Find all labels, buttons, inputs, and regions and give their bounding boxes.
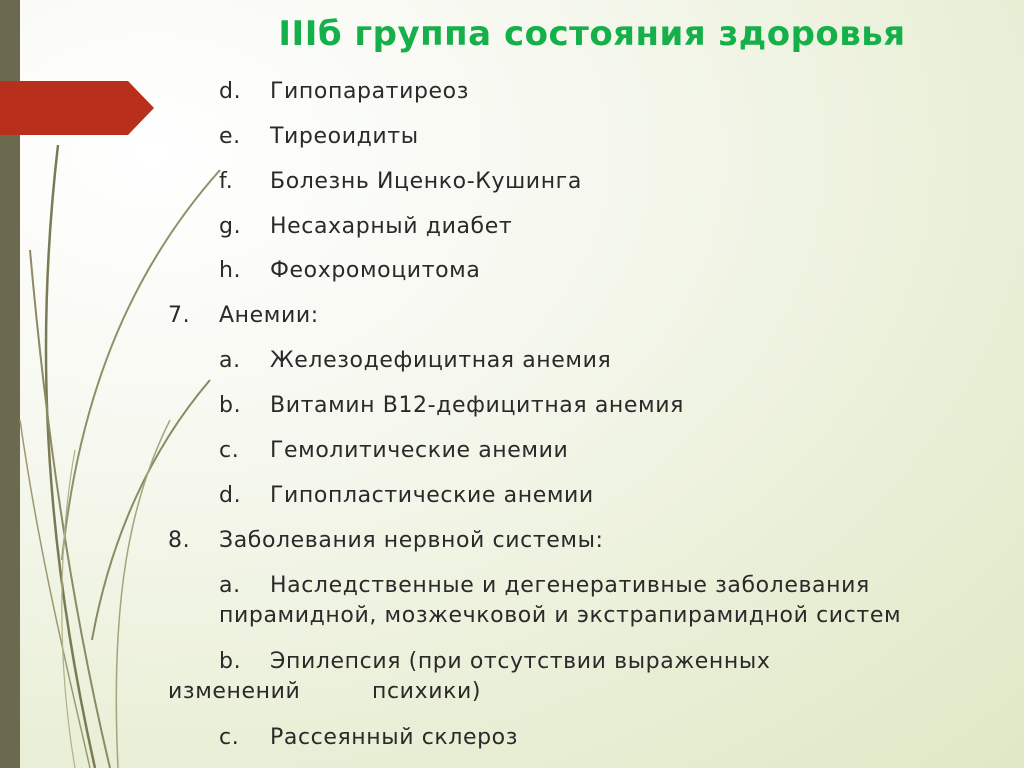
list-marker: h. <box>219 258 242 283</box>
list-text: психики) <box>372 679 482 704</box>
list-text: пирамидной, мозжечковой и экстрапирамидной систем <box>219 603 902 628</box>
list-marker: d. <box>219 483 242 508</box>
list-text: Рассеянный склероз <box>270 725 519 750</box>
list-marker: a. <box>219 348 241 373</box>
list-marker: b. <box>219 649 242 674</box>
list-text: Болезнь Иценко-Кушинга <box>270 169 582 194</box>
list-text: Железодефицитная анемия <box>270 348 612 373</box>
list-marker: f. <box>219 169 234 194</box>
list-marker: 7. <box>168 303 191 328</box>
list-text: Витамин В12-дефицитная анемия <box>270 393 684 418</box>
list-marker: c. <box>219 438 240 463</box>
list-text: Несахарный диабет <box>270 214 513 239</box>
list-marker: g. <box>219 214 242 239</box>
list-marker: d. <box>219 79 242 104</box>
list-marker: 8. <box>168 528 191 553</box>
list-text: Гемолитические анемии <box>270 438 569 463</box>
list-text: Гипопластические анемии <box>270 483 594 508</box>
list-marker: a. <box>219 573 241 598</box>
list-text: Анемии: <box>219 303 319 328</box>
list-text: Феохромоцитома <box>270 258 481 283</box>
slide-title: IIIб группа состояния здоровья <box>278 14 906 54</box>
list-text: Эпилепсия (при отсутствии выраженных <box>270 649 771 674</box>
list-text: изменений <box>168 679 301 704</box>
list-text: Гипопаратиреоз <box>270 79 470 104</box>
list-marker: b. <box>219 393 242 418</box>
list-text: Наследственные и дегенеративные заболевания <box>270 573 870 598</box>
list-text: Тиреоидиты <box>270 124 419 149</box>
list-marker: e. <box>219 124 241 149</box>
list-text: Заболевания нервной системы: <box>219 528 604 553</box>
list-marker: c. <box>219 725 240 750</box>
